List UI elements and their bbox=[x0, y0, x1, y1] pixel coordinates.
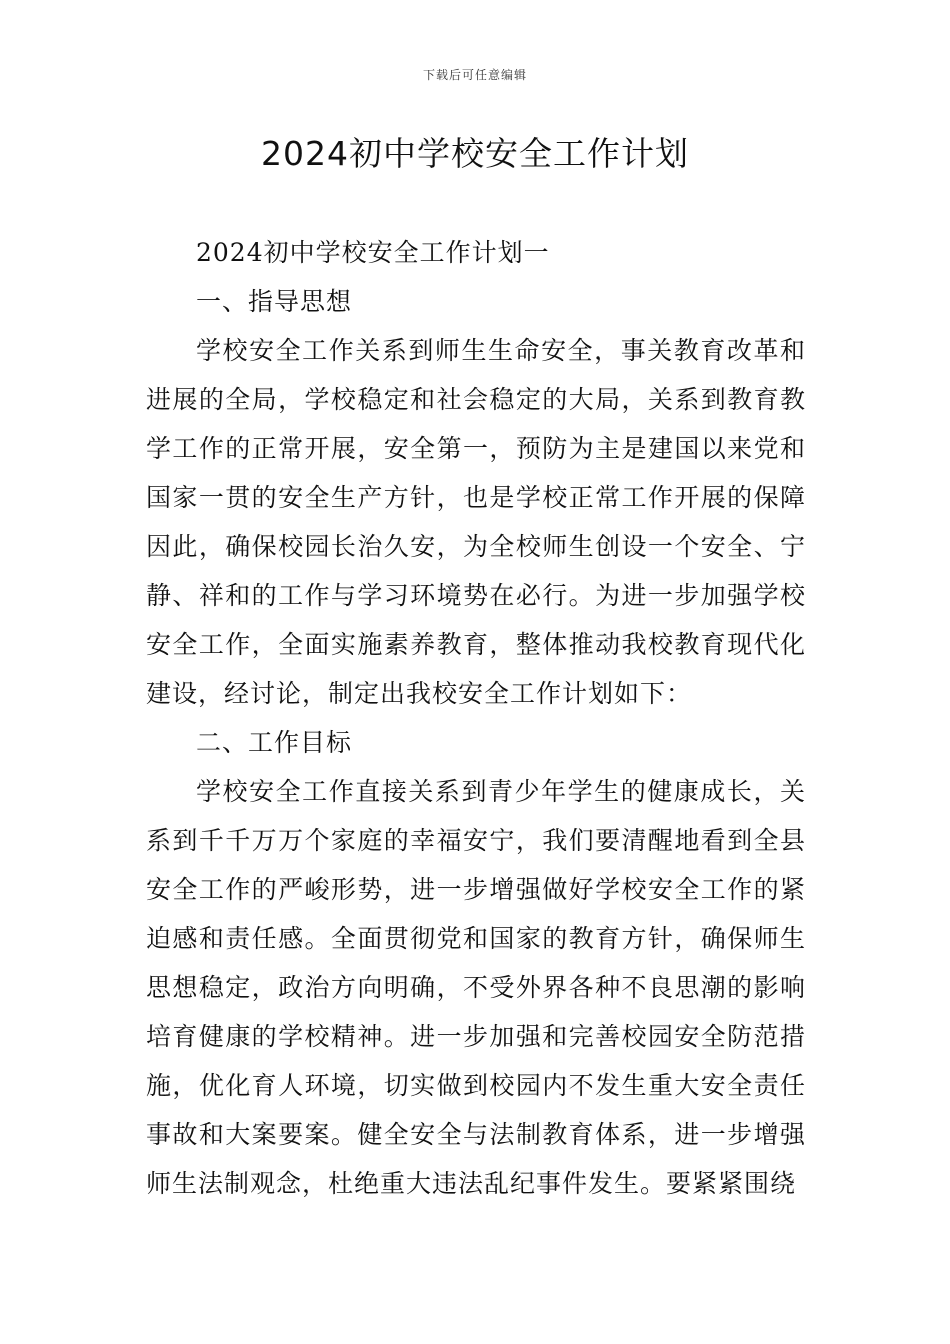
paragraph-guiding-ideology: 学校安全工作关系到师生生命安全，事关教育改革和进展的全局，学校稳定和社会稳定的大局，关系到教育教学工作的正常开展，安全第一，预防为主是建国以来党和国家一贯的安全生产方针，也是学校正常工作开展的保障因此，确保校园长治久安，为全校师生创设一个安全、宁静、祥和的工作与学习环境势在必行。为进一步加强学校安全工作，全面实施素养教育，整体推动我校教育现代化建设，经讨论，制定出我校安全工作计划如下： bbox=[146, 336, 806, 708]
document-title: 2024初中学校安全工作计划 bbox=[261, 134, 689, 173]
section-subtitle: 2024初中学校安全工作计划一 bbox=[196, 238, 550, 267]
paragraph-work-goals: 学校安全工作直接关系到青少年学生的健康成长，关系到千千万万个家庭的幸福安宁，我们要清醒地看到全县安全工作的严峻形势，进一步增强做好学校安全工作的紧迫感和责任感。全面贯彻党和国家的教育方针，确保师生思想稳定，政治方向明确，不受外界各种不良思潮的影响培育健康的学校精神。进一步加强和完善校园安全防范措施，优化育人环境，切实做到校园内不发生重大安全责任事故和大案要案。健全安全与法制教育体系，进一步增强师生法制观念，杜绝重大违法乱纪事件发生。要紧紧围绕 bbox=[146, 777, 806, 1198]
header-note: 下载后可任意编辑 bbox=[422, 68, 527, 82]
section-heading-guiding-ideology: 一、指导思想 bbox=[196, 287, 353, 316]
section-heading-work-goals: 二、工作目标 bbox=[196, 728, 353, 757]
document-body bbox=[146, 228, 806, 1208]
